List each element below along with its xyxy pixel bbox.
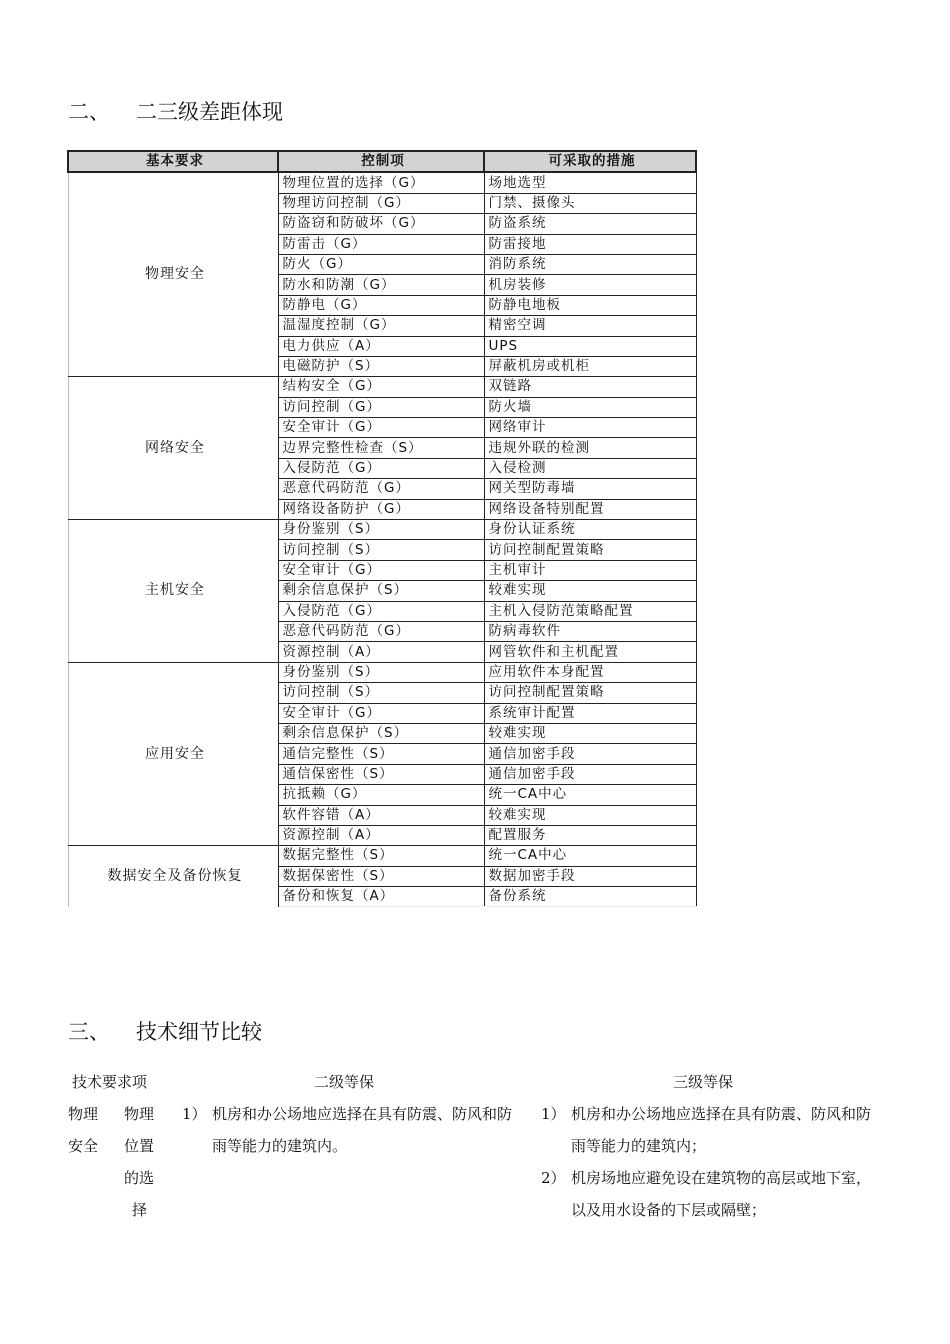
control-item-cell: 通信保密性（S）	[278, 764, 484, 784]
compare-category-line: 物理	[68, 1105, 99, 1123]
control-item-cell: 身份鉴别（S）	[278, 662, 484, 682]
compare-subitem	[124, 1098, 154, 1226]
measure-cell: 通信加密手段	[484, 764, 696, 784]
control-item-cell: 恶意代码防范（G）	[278, 621, 484, 641]
control-item-cell: 剩余信息保护（S）	[278, 723, 484, 743]
measure-cell: 门禁、摄像头	[484, 193, 696, 213]
control-item-cell: 物理位置的选择（G）	[278, 172, 484, 193]
control-item-cell: 资源控制（A）	[278, 642, 484, 662]
table-row	[68, 662, 696, 682]
compare-header-item: 技术要求项	[72, 1073, 148, 1091]
category-cell: 网络安全	[68, 377, 278, 520]
control-item-cell: 边界完整性检查（S）	[278, 438, 484, 458]
measure-cell: 主机入侵防范策略配置	[484, 601, 696, 621]
measure-cell: 访问控制配置策略	[484, 540, 696, 560]
header-basic-requirement: 基本要求	[68, 151, 278, 172]
measure-cell: 消防系统	[484, 254, 696, 274]
control-item-cell: 抗抵赖（G）	[278, 785, 484, 805]
measure-cell: 身份认证系统	[484, 520, 696, 540]
category-cell: 数据安全及备份恢复	[68, 846, 278, 907]
measure-cell: 较难实现	[484, 723, 696, 743]
control-item-cell: 通信完整性（S）	[278, 744, 484, 764]
control-item-cell: 结构安全（G）	[278, 377, 484, 397]
measure-cell: 防火墙	[484, 397, 696, 417]
measure-cell: 统一CA中心	[484, 785, 696, 805]
table-row	[68, 377, 696, 397]
measure-cell: 违规外联的检测	[484, 438, 696, 458]
measure-cell: 网关型防毒墙	[484, 479, 696, 499]
measure-cell: 网管软件和主机配置	[484, 642, 696, 662]
measure-cell: 应用软件本身配置	[484, 662, 696, 682]
measure-cell: 备份系统	[484, 887, 696, 907]
compare-subitem-line: 位置	[124, 1137, 155, 1155]
section-2-title: 二三级差距体现	[136, 100, 283, 124]
compare-category	[68, 1098, 98, 1162]
control-item-cell: 安全审计（G）	[278, 418, 484, 438]
control-item-cell: 身份鉴别（S）	[278, 520, 484, 540]
level3-item-text: 机房场地应避免设在建筑物的高层或地下室，以及用水设备的下层或隔壁；	[571, 1169, 872, 1219]
control-item-cell: 网络设备防护（G）	[278, 499, 484, 519]
level3-item	[541, 1098, 886, 1162]
measure-cell: 防静电地板	[484, 295, 696, 315]
header-control-item: 控制项	[278, 151, 484, 172]
category-cell: 主机安全	[68, 520, 278, 663]
gap-table	[67, 150, 697, 907]
measure-cell: 防病毒软件	[484, 621, 696, 641]
measure-cell: 通信加密手段	[484, 744, 696, 764]
control-item-cell: 防静电（G）	[278, 295, 484, 315]
compare-header-level3: 三级等保	[673, 1073, 734, 1091]
level3-item-number: 2）	[541, 1169, 566, 1187]
measure-cell: 数据加密手段	[484, 866, 696, 886]
compare-subitem-line: 择	[132, 1201, 148, 1219]
measure-cell: 网络设备特别配置	[484, 499, 696, 519]
measure-cell: 统一CA中心	[484, 846, 696, 866]
control-item-cell: 安全审计（G）	[278, 703, 484, 723]
section-3-title: 技术细节比较	[136, 1020, 262, 1044]
gap-table-body	[68, 172, 696, 907]
measure-cell: 配置服务	[484, 825, 696, 845]
control-item-cell: 访问控制（S）	[278, 540, 484, 560]
measure-cell: 网络审计	[484, 418, 696, 438]
measure-cell: 系统审计配置	[484, 703, 696, 723]
section-3-heading	[68, 1016, 262, 1046]
measure-cell: 场地选型	[484, 172, 696, 193]
control-item-cell: 软件容错（A）	[278, 805, 484, 825]
measure-cell: 入侵检测	[484, 458, 696, 478]
measure-cell: 防雷接地	[484, 234, 696, 254]
control-item-cell: 防水和防潮（G）	[278, 275, 484, 295]
table-row	[68, 520, 696, 540]
control-item-cell: 备份和恢复（A）	[278, 887, 484, 907]
table-row	[68, 846, 696, 866]
measure-cell: 机房装修	[484, 275, 696, 295]
compare-subitem-line: 物理	[124, 1105, 155, 1123]
control-item-cell: 访问控制（S）	[278, 683, 484, 703]
section-2-number: 二、	[68, 100, 110, 124]
level3-item-text: 机房和办公场地应选择在具有防震、防风和防雨等能力的建筑内；	[571, 1105, 872, 1155]
measure-cell: 较难实现	[484, 581, 696, 601]
level2-item	[182, 1098, 527, 1162]
level3-item	[541, 1162, 886, 1226]
measure-cell: 较难实现	[484, 805, 696, 825]
control-item-cell: 电力供应（A）	[278, 336, 484, 356]
control-item-cell: 入侵防范（G）	[278, 458, 484, 478]
control-item-cell: 数据保密性（S）	[278, 866, 484, 886]
compare-category-line: 安全	[68, 1137, 99, 1155]
category-cell: 物理安全	[68, 172, 278, 376]
control-item-cell: 防盗窃和防破坏（G）	[278, 214, 484, 234]
control-item-cell: 防火（G）	[278, 254, 484, 274]
measure-cell: 精密空调	[484, 316, 696, 336]
control-item-cell: 入侵防范（G）	[278, 601, 484, 621]
level3-item-number: 1）	[541, 1105, 566, 1123]
section-3-number: 三、	[68, 1020, 110, 1044]
section-2-heading	[68, 96, 283, 126]
measure-cell: 屏蔽机房或机柜	[484, 356, 696, 376]
table-row	[68, 172, 696, 193]
control-item-cell: 剩余信息保护（S）	[278, 581, 484, 601]
level2-item-text: 机房和办公场地应选择在具有防震、防风和防雨等能力的建筑内。	[212, 1105, 513, 1155]
control-item-cell: 资源控制（A）	[278, 825, 484, 845]
control-item-cell: 安全审计（G）	[278, 560, 484, 580]
control-item-cell: 数据完整性（S）	[278, 846, 484, 866]
measure-cell: 主机审计	[484, 560, 696, 580]
control-item-cell: 物理访问控制（G）	[278, 193, 484, 213]
measure-cell: 双链路	[484, 377, 696, 397]
control-item-cell: 恶意代码防范（G）	[278, 479, 484, 499]
compare-header-level2: 二级等保	[314, 1073, 375, 1091]
measure-cell: 防盗系统	[484, 214, 696, 234]
level2-item-number: 1）	[182, 1105, 207, 1123]
control-item-cell: 防雷击（G）	[278, 234, 484, 254]
compare-subitem-line: 的选	[124, 1169, 155, 1187]
control-item-cell: 访问控制（G）	[278, 397, 484, 417]
header-measures: 可采取的措施	[484, 151, 696, 172]
control-item-cell: 温湿度控制（G）	[278, 316, 484, 336]
measure-cell: UPS	[484, 336, 696, 356]
measure-cell: 访问控制配置策略	[484, 683, 696, 703]
control-item-cell: 电磁防护（S）	[278, 356, 484, 376]
category-cell: 应用安全	[68, 662, 278, 846]
